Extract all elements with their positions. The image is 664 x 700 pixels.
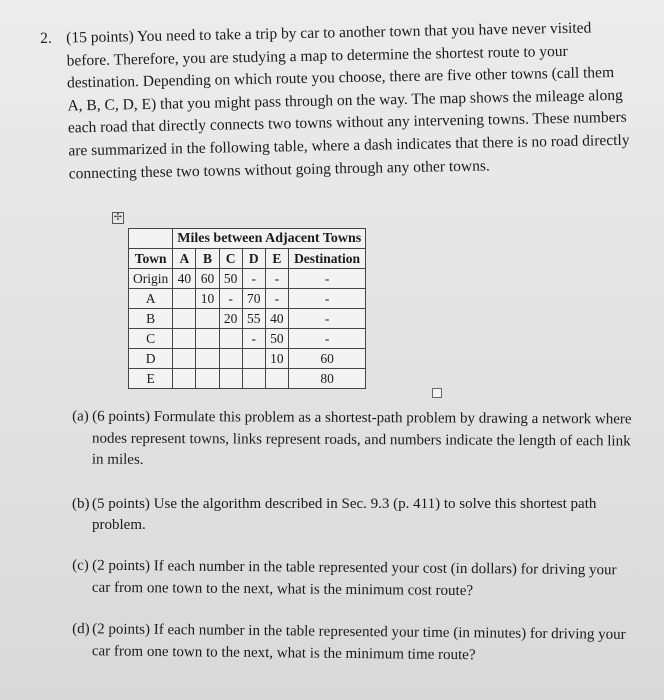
header-cell: D [242, 249, 265, 269]
table-cell: D [129, 349, 173, 369]
table-cell: 50 [265, 329, 288, 349]
table-cell [196, 309, 219, 329]
table-cell [196, 329, 219, 349]
table-cell [242, 369, 265, 389]
table-cell: - [265, 269, 288, 289]
sub-question-c [72, 555, 632, 603]
table-cell: - [265, 289, 288, 309]
table-cell [196, 349, 219, 369]
table-cell [173, 369, 196, 389]
sub-question-text: (2 points) If each number in the table represented your cost (in dollars) for driving your car from one town to the next, what is the minimum cost route? [91, 557, 617, 599]
table-resize-handle[interactable] [432, 388, 442, 398]
header-cell: Town [129, 249, 173, 269]
table-cell: A [129, 289, 173, 309]
table-cell: 10 [265, 349, 288, 369]
question-number: 2. [40, 29, 52, 47]
question-statement [40, 17, 633, 186]
table-cell [173, 309, 196, 329]
mileage-table [128, 228, 366, 389]
table-cell: 40 [173, 269, 196, 289]
sub-question-text: (6 points) Formulate this problem as a shortest-path problem by drawing a network where nodes represent towns, links represent roads, and numbers indicate the length of each link in miles. [91, 408, 632, 468]
header-cell: Destination [288, 249, 365, 269]
table-cell: - [219, 289, 242, 309]
table-row [129, 329, 366, 349]
table-header-row [129, 249, 366, 269]
question-text: (15 points) You need to take a trip by car to another town that you have never visited before. Therefore, you are studying a map to determine the shortest route to your destination. Depending on which route you choose, there are five other towns (call them A, B, C, D, E) that you might pass through on the way. The map shows the mileage along each road that directly connects two towns without any intervening towns. These numbers are summarized in the following table, where a dash indicates that there is no road directly connecting these two towns without going through any other towns. [66, 19, 630, 183]
table-cell [219, 349, 242, 369]
table-caption: Miles between Adjacent Towns [173, 229, 366, 249]
header-cell: E [265, 249, 288, 269]
sub-question-b [72, 494, 632, 537]
table-row [129, 309, 366, 329]
header-cell: A [173, 249, 196, 269]
table-row [129, 349, 366, 369]
sub-question-text: (2 points) If each number in the table represented your time (in minutes) for driving your car from one town to the next, what is the minimum time route? [91, 620, 626, 663]
table-cell: 50 [219, 269, 242, 289]
table-cell: - [288, 309, 365, 329]
table-cell: Origin [129, 269, 173, 289]
table-cell [265, 369, 288, 389]
table-cell: B [129, 309, 173, 329]
sub-questions [72, 408, 632, 686]
table-cell: 70 [242, 289, 265, 309]
table-row [129, 289, 366, 309]
table-cell [173, 289, 196, 309]
table-move-handle-icon[interactable]: ✢ [113, 212, 123, 223]
table-cell [219, 369, 242, 389]
header-cell: C [219, 249, 242, 269]
table-cell: - [242, 269, 265, 289]
table-cell [196, 369, 219, 389]
table-cell: 80 [288, 369, 365, 389]
sub-question-d [72, 619, 632, 668]
table-cell: 55 [242, 309, 265, 329]
table-cell: 20 [219, 309, 242, 329]
table-cell: - [288, 289, 365, 309]
sub-question-label: (b) [72, 495, 90, 512]
sub-question-label: (d) [72, 620, 90, 637]
table-cell: 60 [196, 269, 219, 289]
sub-question-label: (a) [72, 408, 89, 425]
header-cell: B [196, 249, 219, 269]
sub-question-a [72, 407, 632, 474]
table-cell: - [288, 329, 365, 349]
table-cell: 40 [265, 309, 288, 329]
table-cell: 60 [288, 349, 365, 369]
table-cell [173, 349, 196, 369]
table-row [129, 369, 366, 389]
table-row [129, 269, 366, 289]
sub-question-label: (c) [72, 557, 89, 574]
table-cell: 10 [196, 289, 219, 309]
table-cell: C [129, 329, 173, 349]
table-cell [173, 329, 196, 349]
table-cell: - [288, 269, 365, 289]
table-cell [242, 349, 265, 369]
table-cell: - [242, 329, 265, 349]
table-cell: E [129, 369, 173, 389]
table-cell [219, 329, 242, 349]
sub-question-text: (5 points) Use the algorithm described in Sec. 9.3 (p. 411) to solve this shortest path problem. [92, 495, 597, 533]
